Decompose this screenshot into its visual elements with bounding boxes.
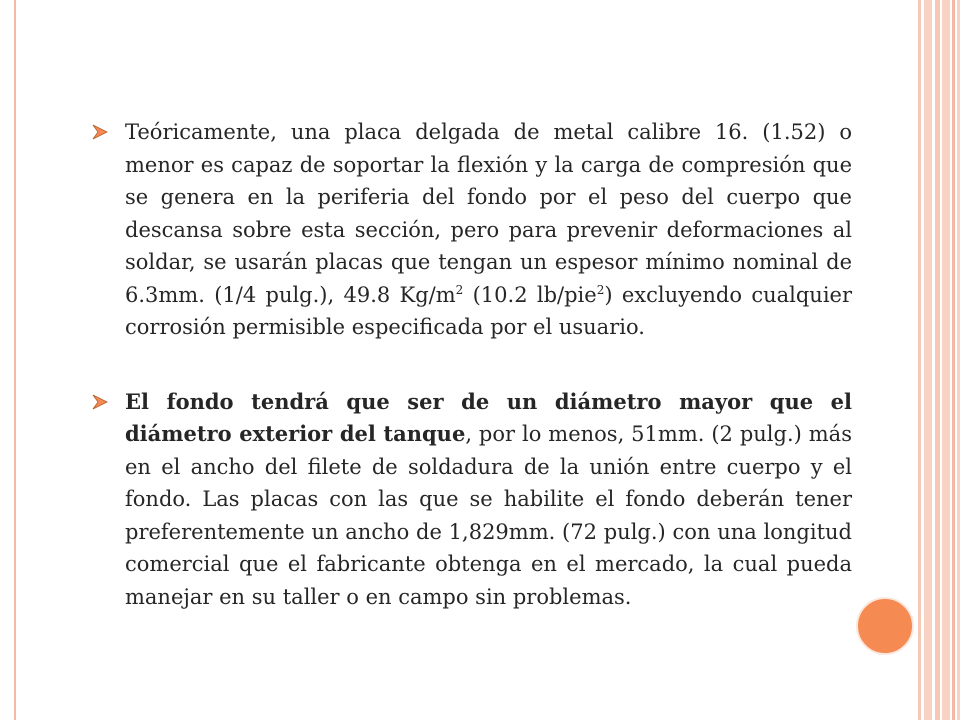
slide-content: [92, 116, 852, 655]
bullet-bold-text: El fondo tendrá que ser de un diámetro mayor que el diámetro exterior del tanque: [125, 388, 852, 446]
bullet-text: [125, 120, 852, 339]
superscript: 2: [596, 282, 605, 297]
arrow-bullet-icon: [92, 124, 108, 140]
superscript: 2: [455, 282, 464, 297]
decorative-circle: [856, 597, 914, 655]
right-stripe: [942, 0, 950, 720]
bullet-text-part: ) excluyendo cualquier corrosión permisible especificada por el usuario.: [125, 282, 852, 339]
bullet-text-part: , por lo menos, 51mm. (2 pulg.) más en el ancho del filete de soldadura de la unión entre cuerpo y el fondo. Las placas con las que se habilite el fondo deberán tener preferentemente un ancho de 1,829mm. (72 pulg.) con una longitud comercial que el fabricante obtenga en el mercado, la cual pueda manejar en su taller o en campo sin problemas.: [125, 422, 852, 609]
bullet-item-plate-thickness: [92, 116, 852, 344]
right-stripe: [924, 0, 932, 720]
right-stripe: [918, 0, 921, 720]
bullet-text-part: (10.2 lb/pie: [463, 282, 597, 307]
bullet-text-part: Teóricamente, una placa delgada de metal calibre 16. (1.52) o menor es capaz de soportar la flexión y la carga de compresión que se genera en la periferia del fondo por el peso del cuerpo que descansa sobre esta sección, pero para prevenir deformaciones al soldar, se usarán placas que tengan un espesor mínimo nominal de 6.3mm. (1/4 pulg.), 49.8 Kg/m: [125, 120, 852, 307]
arrow-bullet-icon: [92, 394, 108, 410]
bullet-text: [125, 390, 852, 609]
left-frame-line: [14, 0, 16, 720]
right-stripe: [935, 0, 940, 720]
right-stripe: [952, 0, 955, 720]
bullet-item-bottom-diameter: [92, 386, 852, 614]
